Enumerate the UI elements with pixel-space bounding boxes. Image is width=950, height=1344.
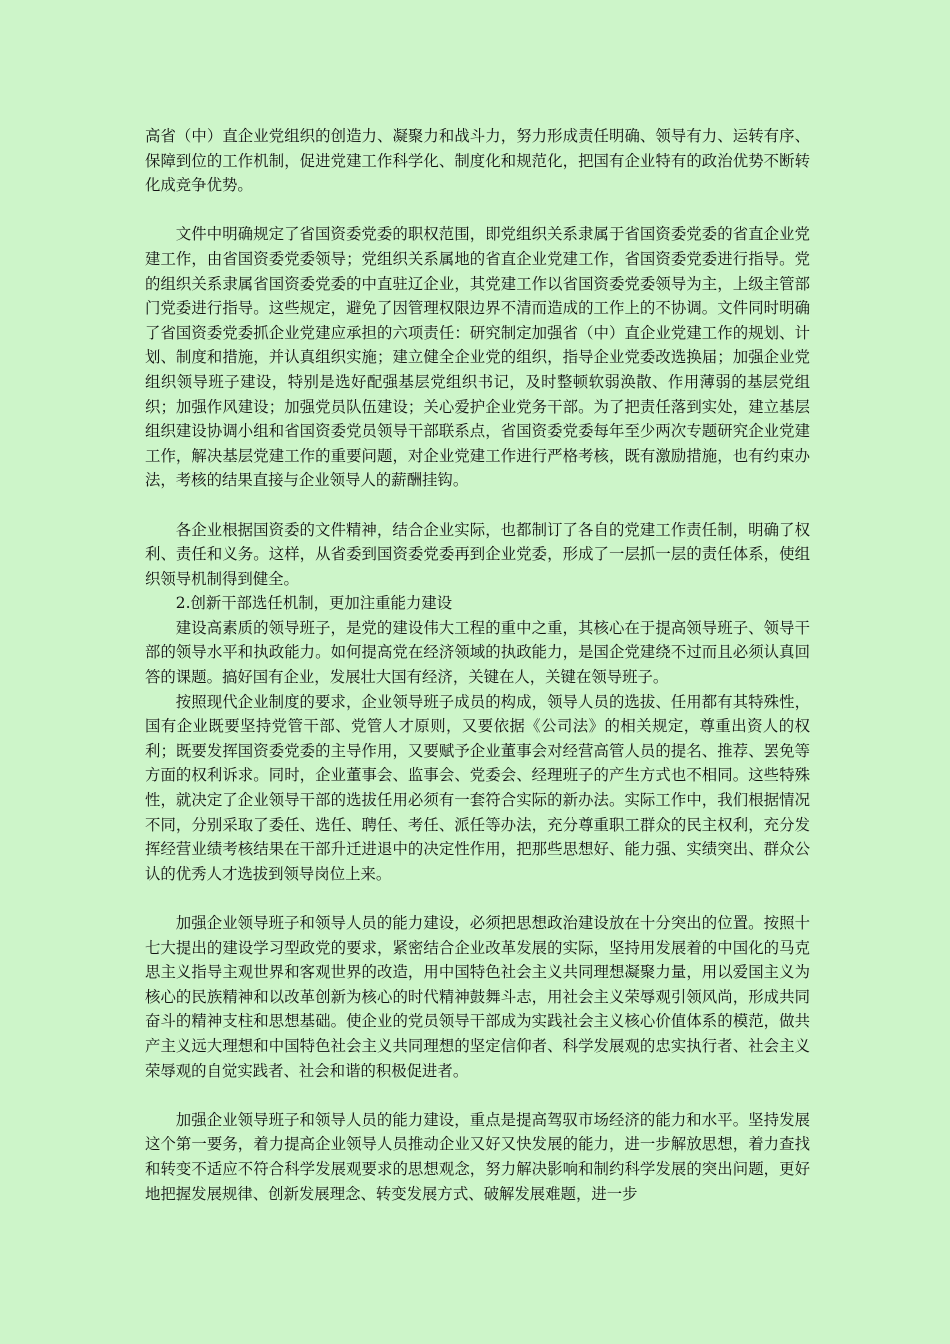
section-heading: 2.创新干部选任机制，更加注重能力建设 (175, 594, 453, 613)
paragraph-3: 各企业根据国资委的文件精神，结合企业实际，也都制订了各自的党建工作责任制，明确了权利、责任和义务。这样，从省委到国资委党委再到企业党委，形成了一层抓一层的责任体系，使组织领导机制得到健全。 (145, 520, 810, 588)
paragraph-4: 建设高素质的领导班子，是党的建设伟大工程的重中之重，其核心在于提高领导班子、领导干部的领导水平和执政能力。如何提高党在经济领域的执政能力，是国企党建绕不过而且必须认真回答的课题。搞好国有企业，发展壮大国有经济，关键在人，关键在领导班子。 (145, 618, 810, 687)
paragraph-7: 加强企业领导班子和领导人员的能力建设，重点是提高驾驭市场经济的能力和水平。坚持发展这个第一要务，着力提高企业领导人员推动企业又好又快发展的能力，进一步解放思想，着力查找和转变不适应不符合科学发展观要求的思想观念，努力解决影响和制约科学发展的突出问题，更好地把握发展规律、创新发展理念、转变发展方式、破解发展难题，进一步 (145, 1110, 810, 1203)
document-page (145, 124, 810, 1206)
paragraph-6: 加强企业领导班子和领导人员的能力建设，必须把思想政治建设放在十分突出的位置。按照十七大提出的建设学习型政党的要求，紧密结合企业改革发展的实际，坚持用发展着的中国化的马克思主义指导主观世界和客观世界的改造，用中国特色社会主义共同理想凝聚力量，用以爱国主义为核心的民族精神和以改革创新为核心的时代精神鼓舞斗志，用社会主义荣辱观引领风尚，形成共同奋斗的精神支柱和思想基础。使企业的党员领导干部成为实践社会主义核心价值体系的模范，做共产主义远大理想和中国特色社会主义共同理想的坚定信仰者、科学发展观的忠实执行者、社会主义荣辱观的自觉实践者、社会和谐的积极促进者。 (145, 914, 810, 1080)
paragraph-5: 按照现代企业制度的要求，企业领导班子成员的构成，领导人员的选拔、任用都有其特殊性，国有企业既要坚持党管干部、党管人才原则，又要依据《公司法》的相关规定，尊重出资人的权利；既要发挥国资委党委的主导作用，又要赋予企业董事会对经营高管人员的提名、推荐、罢免等方面的权利诉求。同时，企业董事会、监事会、党委会、经理班子的产生方式也不相同。这些特殊性，就决定了企业领导干部的选拔任用必须有一套符合实际的新办法。实际工作中，我们根据情况不同，分别采取了委任、选任、聘任、考任、派任等办法，充分尊重职工群众的民主权利，充分发挥经营业绩考核结果在干部升迁进退中的决定性作用，把那些思想好、能力强、实绩突出、群众公认的优秀人才选拔到领导岗位上来。 (145, 692, 810, 883)
paragraph-1: 高省（中）直企业党组织的创造力、凝聚力和战斗力，努力形成责任明确、领导有力、运转有序、保障到位的工作机制，促进党建工作科学化、制度化和规范化，把国有企业特有的政治优势不断转化成竞争优势。 (145, 127, 810, 195)
paragraph-2: 文件中明确规定了省国资委党委的职权范围，即党组织关系隶属于省国资委党委的省直企业党建工作，由省国资委党委领导；党组织关系属地的省直企业党建工作，省国资委党委进行指导。党的组织关系隶属省国资委党委的中直驻辽企业，其党建工作以省国资委党委领导为主，上级主管部门党委进行指导。这些规定，避免了因管理权限边界不清而造成的工作上的不协调。文件同时明确了省国资委党委抓企业党建应承担的六项责任：研究制定加强省（中）直企业党建工作的规划、计划、制度和措施，并认真组织实施；建立健全企业党的组织，指导企业党委改选换届；加强企业党组织领导班子建设，特别是选好配强基层党组织书记，及时整顿软弱涣散、作用薄弱的基层党组织；加强作风建设；加强党员队伍建设；关心爱护企业党务干部。为了把责任落到实处，建立基层组织建设协调小组和省国资委党员领导干部联系点，省国资委党委每年至少两次专题研究企业党建工作，解决基层党建工作的重要问题，对企业党建工作进行严格考核，既有激励措施，也有约束办法，考核的结果直接与企业领导人的薪酬挂钩。 (145, 225, 810, 490)
